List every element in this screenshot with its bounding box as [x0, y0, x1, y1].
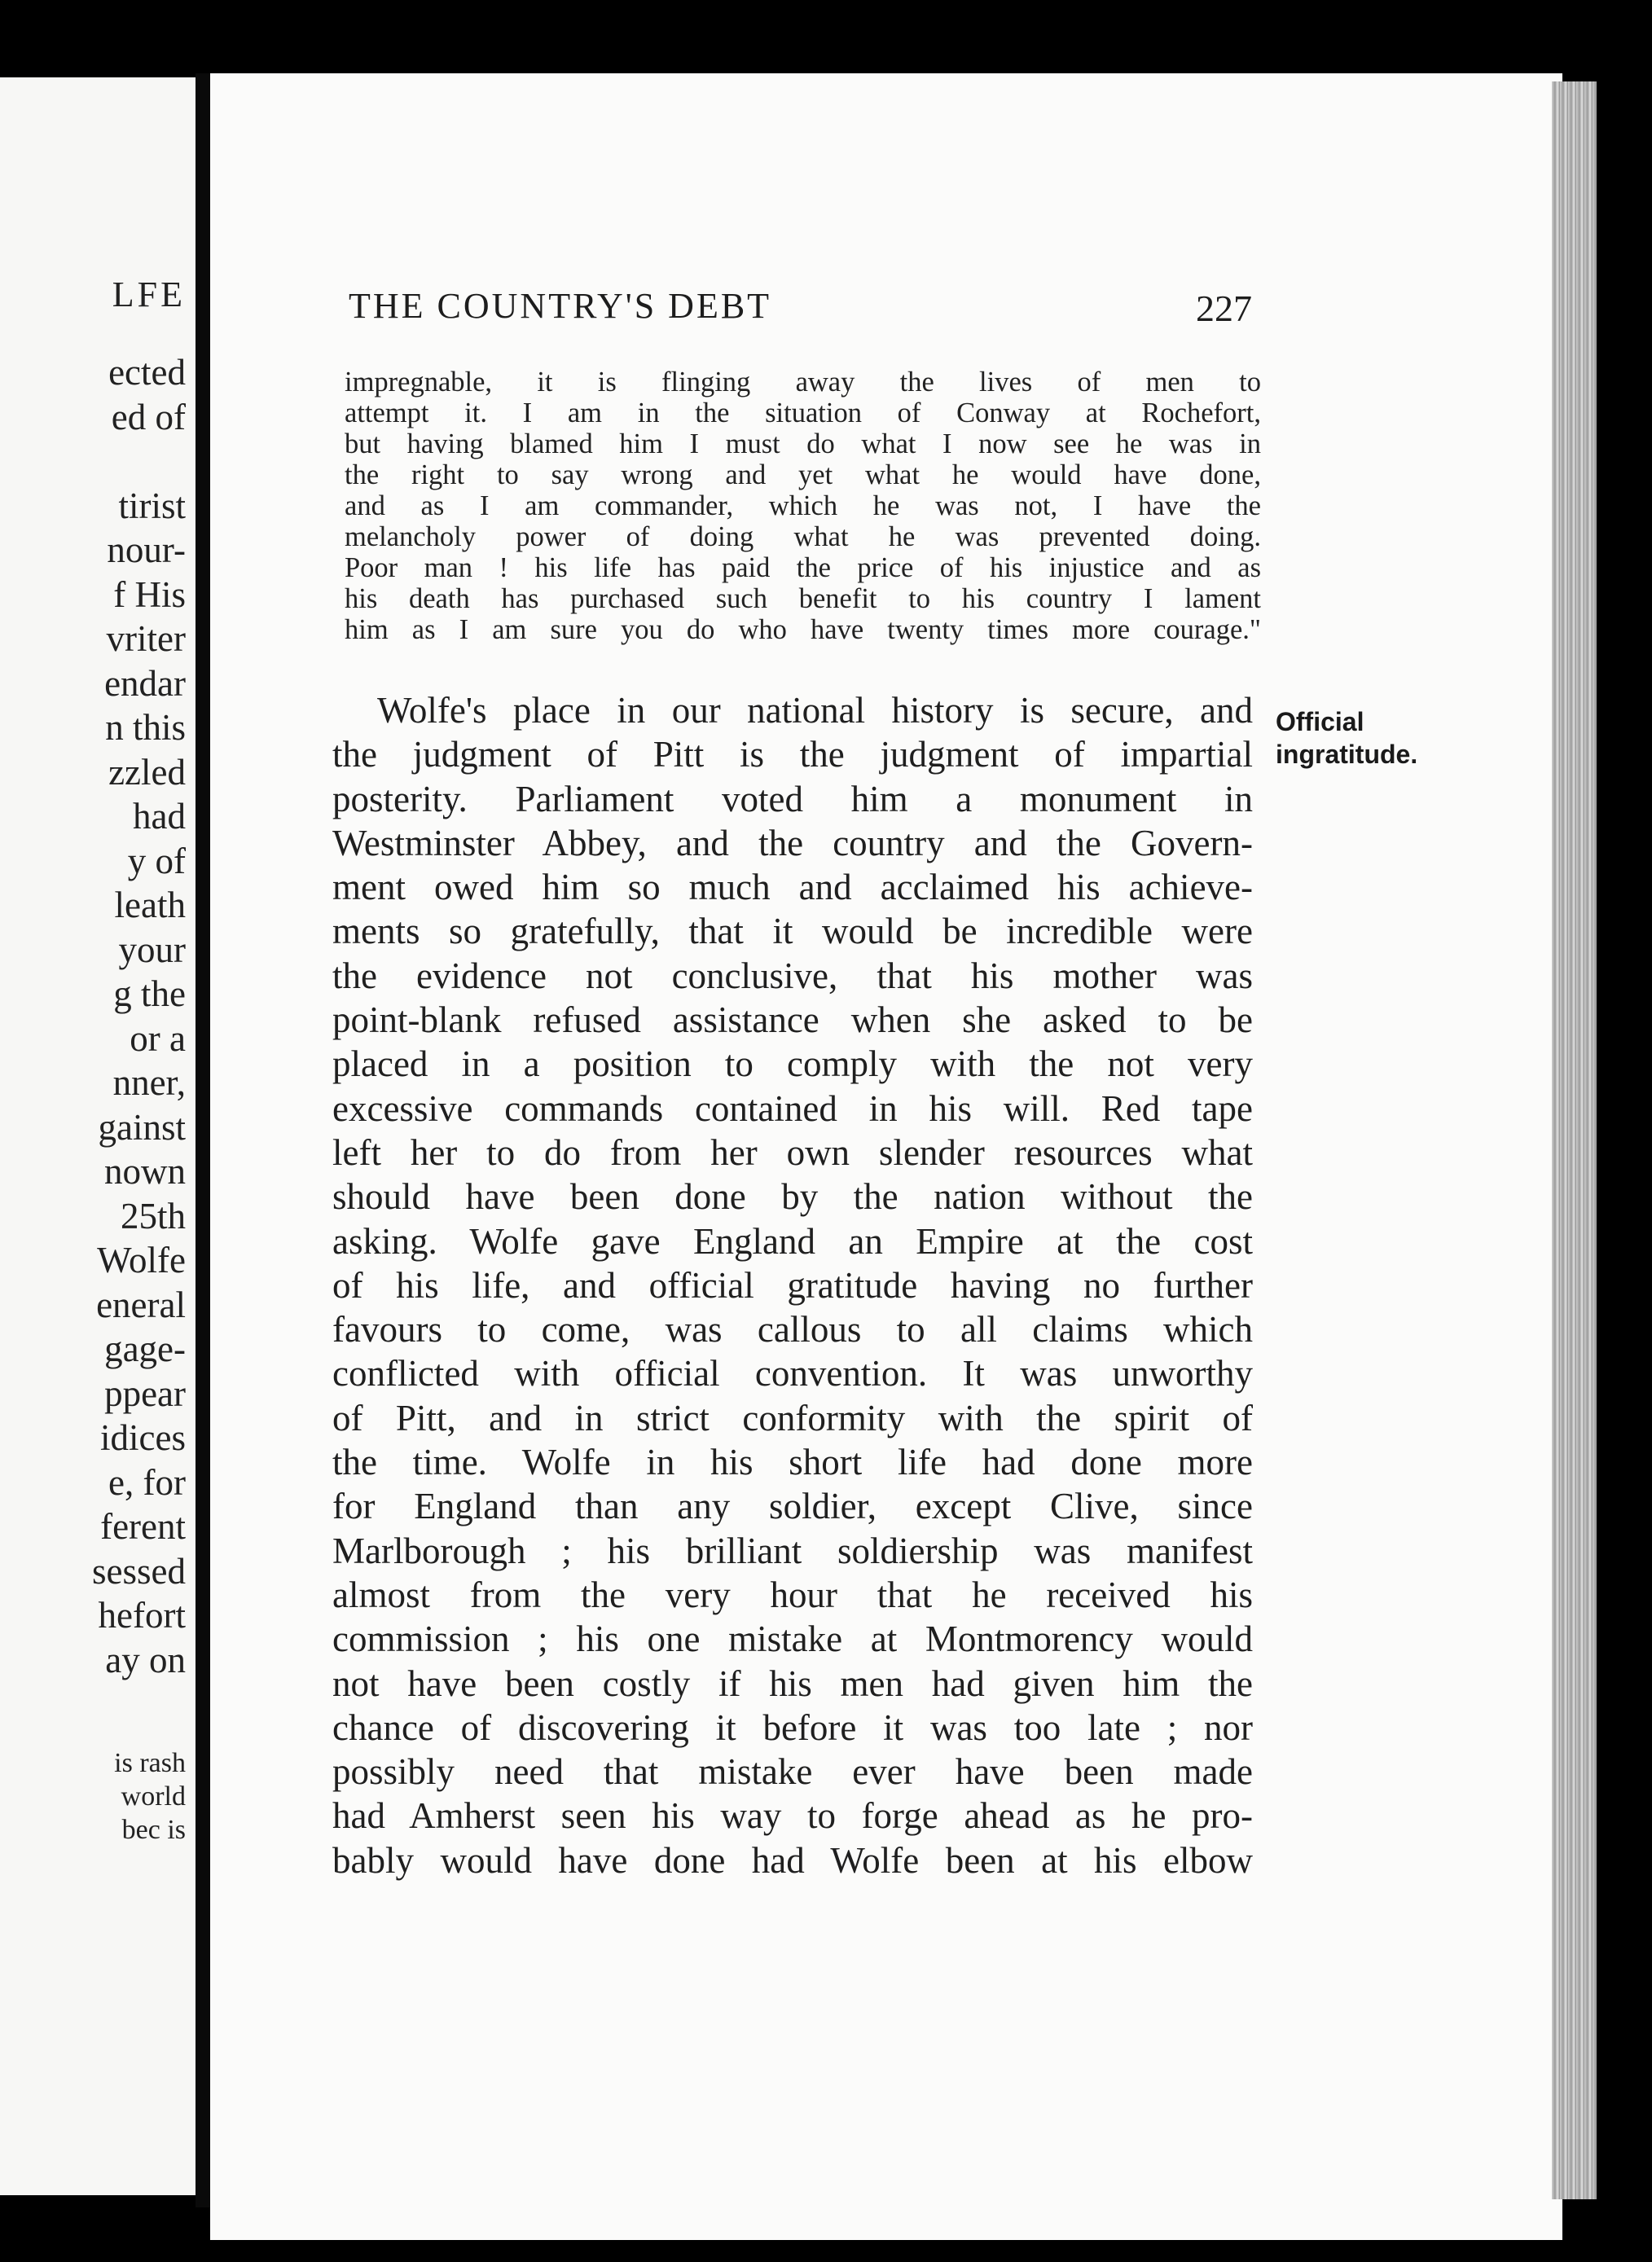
facing-page-line: Wolfe — [97, 1240, 186, 1280]
body-line: asking. Wolfe gave England an Empire at the cost — [332, 1220, 1253, 1262]
body-line: should have been done by the nation without the — [332, 1176, 1253, 1218]
body-paragraph — [332, 688, 1253, 1882]
book-page — [210, 73, 1562, 2240]
body-line: excessive commands contained in his will. Red tape — [332, 1087, 1253, 1129]
body-line: the time. Wolfe in his short life had done more — [332, 1442, 1253, 1483]
facing-page-line: n this — [105, 707, 186, 748]
quoted-letter — [345, 367, 1261, 645]
facing-page-line: had — [133, 796, 186, 837]
facing-page-line: your — [118, 929, 186, 970]
body-line: the judgment of Pitt is the judgment of impartial — [332, 734, 1253, 775]
facing-page-footnote-line: bec is — [121, 1815, 186, 1845]
body-line: not have been costly if his men had given him the — [332, 1662, 1253, 1704]
facing-page-line: nour- — [107, 529, 186, 570]
body-line: possibly need that mistake ever have been made — [332, 1751, 1253, 1793]
facing-page-line: zzled — [108, 751, 186, 793]
quote-line: melancholy power of doing what he was prevented doing. — [345, 521, 1261, 552]
body-line: point-blank refused assistance when she asked to be — [332, 999, 1253, 1041]
body-line: posterity. Parliament voted him a monument in — [332, 778, 1253, 819]
quote-line: him as I am sure you do who have twenty times more courage." — [345, 614, 1261, 645]
facing-page-line: leath — [114, 885, 186, 925]
body-line: ment owed him so much and acclaimed his achieve- — [332, 867, 1253, 908]
facing-page-line: tirist — [118, 485, 186, 526]
body-line: favours to come, was callous to all claims which — [332, 1309, 1253, 1351]
facing-page-line: ferent — [100, 1506, 186, 1547]
body-line: of his life, and official gratitude having no further — [332, 1264, 1253, 1306]
facing-page-line: eneral — [96, 1284, 186, 1325]
running-head: THE COUNTRY'S DEBT — [349, 286, 772, 326]
facing-page-fragment — [0, 77, 196, 2195]
facing-page-line: y of — [127, 840, 186, 881]
body-line: Westminster Abbey, and the country and the Govern- — [332, 822, 1253, 863]
quote-line: impregnable, it is flinging away the lives of men to — [345, 367, 1261, 397]
body-line: conflicted with official convention. It was unworthy — [332, 1353, 1253, 1395]
facing-page-line: ed of — [111, 396, 186, 437]
body-line: ments so gratefully, that it would be incredible were — [332, 911, 1253, 952]
quote-line: his death has purchased such benefit to his country I lament — [345, 583, 1261, 614]
quote-line: attempt it. I am in the situation of Conway at Rochefort, — [345, 397, 1261, 428]
facing-page-footnote-line: world — [121, 1781, 186, 1812]
body-line: bably would have done had Wolfe been at his elbow — [332, 1839, 1253, 1881]
facing-page-line: ected — [108, 352, 186, 393]
body-line: for England than any soldier, except Clive, since — [332, 1486, 1253, 1527]
quote-line: but having blamed him I must do what I now see he was in — [345, 428, 1261, 459]
margin-sidenote — [1276, 705, 1417, 771]
body-line: Wolfe's place in our national history is secure, and — [377, 690, 1253, 731]
body-line: commission ; his one mistake at Montmorency would — [332, 1619, 1253, 1660]
facing-page-line: vriter — [106, 618, 186, 659]
facing-page-line: idices — [100, 1417, 186, 1458]
page-number: 227 — [1196, 288, 1252, 329]
facing-page-header: LFE — [112, 275, 186, 314]
facing-page-line: hefort — [98, 1595, 186, 1636]
facing-page-line: or a — [130, 1017, 186, 1059]
facing-page-line: nown — [104, 1151, 186, 1192]
facing-page-line: f His — [113, 573, 186, 615]
facing-page-line: sessed — [92, 1550, 186, 1592]
facing-page-footnote-line: is rash — [114, 1748, 186, 1778]
quote-line: the right to say wrong and yet what he would have done, — [345, 459, 1261, 490]
body-line: the evidence not conclusive, that his mother was — [332, 955, 1253, 996]
book-gutter — [196, 73, 212, 2207]
body-line: almost from the very hour that he received his — [332, 1574, 1253, 1615]
quote-line: Poor man ! his life has paid the price of his injustice and as — [345, 552, 1261, 583]
body-line: placed in a position to comply with the not very — [332, 1043, 1253, 1085]
body-line: Marlborough ; his brilliant soldiership was manifest — [332, 1530, 1253, 1571]
body-line: chance of discovering it before it was too late ; nor — [332, 1706, 1253, 1748]
facing-page-line: ppear — [104, 1373, 186, 1414]
body-line: had Amherst seen his way to forge ahead as he pro- — [332, 1795, 1253, 1837]
facing-page-line: ay on — [105, 1639, 186, 1680]
quote-line: and as I am commander, which he was not, I have the — [345, 490, 1261, 521]
sidenote-line: Official — [1276, 707, 1364, 736]
body-line: left her to do from her own slender resources what — [332, 1131, 1253, 1173]
facing-page-line: 25th — [120, 1195, 186, 1236]
facing-page-line: nner, — [112, 1062, 186, 1103]
facing-page-line: e, for — [108, 1461, 186, 1503]
sidenote-line: ingratitude. — [1276, 740, 1418, 769]
facing-page-line: endar — [104, 662, 186, 704]
page-edges — [1552, 81, 1597, 2199]
facing-page-line: gage- — [104, 1329, 186, 1369]
facing-page-line: gainst — [98, 1106, 186, 1148]
facing-page-line: g the — [113, 973, 186, 1014]
body-line: of Pitt, and in strict conformity with the spirit of — [332, 1397, 1253, 1438]
